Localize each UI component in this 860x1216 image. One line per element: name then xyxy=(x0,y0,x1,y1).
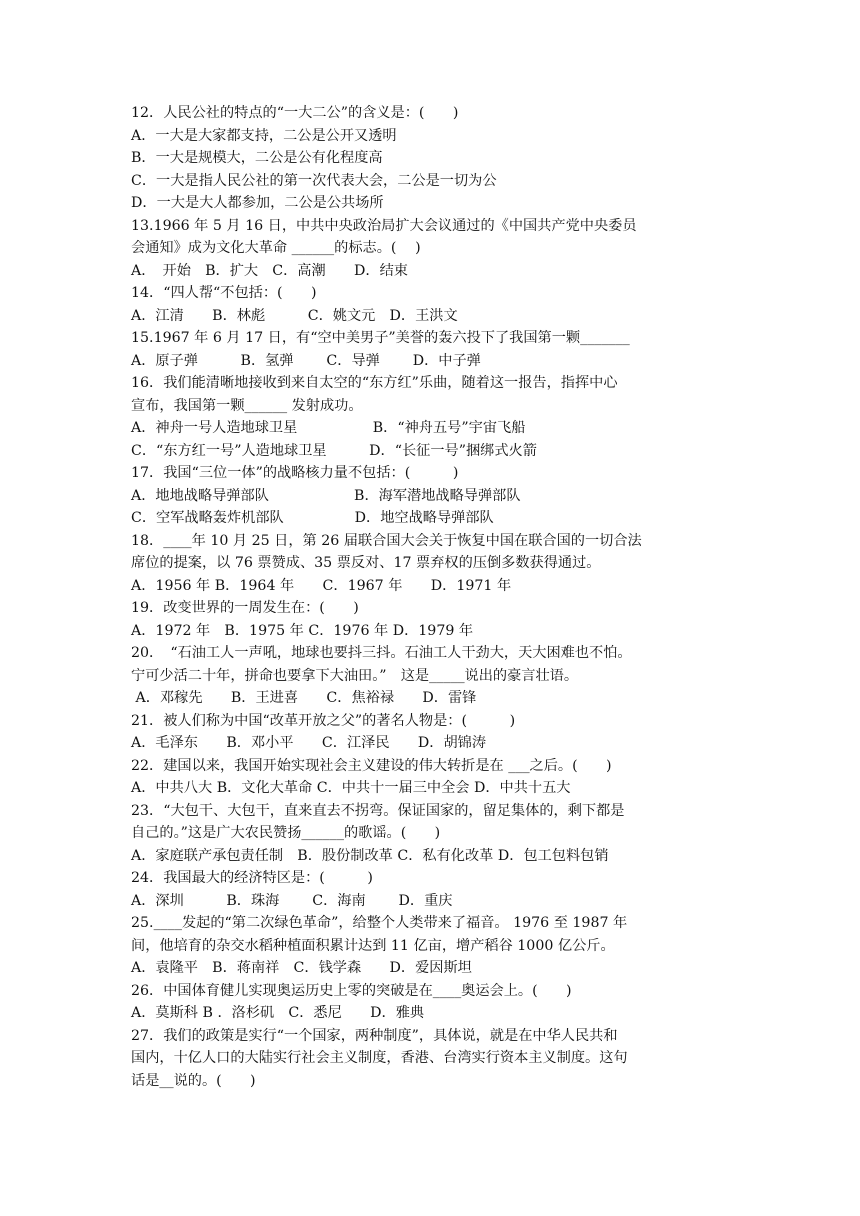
q23-options: A．家庭联产承包责任制 B．股份制改革 C．私有化改革 D．包工包料包销 xyxy=(131,847,609,864)
q23-question-line2: 自己的。”这是广大农民赞扬______的歌谣。( ) xyxy=(131,825,441,841)
q23-question-line1: 23．“大包干、大包干，直来直去不拐弯。保证国家的，留足集体的，剩下都是 xyxy=(131,802,625,819)
q25-options: A．袁隆平 B．蒋南祥 C．钱学森 D．爱因斯坦 xyxy=(131,960,472,976)
q26-question: 26．中国体育健儿实现奥运历史上零的突破是在____奥运会上。( ) xyxy=(131,982,572,999)
q13-question-line1: 13.1966 年 5 月 16 日，中共中央政治局扩大会议通过的《中国共产党中央委员 xyxy=(131,217,637,234)
q24-options: A．深圳 B．珠海 C．海南 D．重庆 xyxy=(131,892,453,909)
q20-question-line2: 宁可少活二十年，拼命也要拿下大油田。” 这是_____说出的豪言壮语。 xyxy=(131,667,579,684)
q18-options: A．1956 年 B．1964 年 C．1967 年 D．1971 年 xyxy=(131,577,512,594)
q21-question: 21．被人们称为中国“改革开放之父”的著名人物是：( ) xyxy=(131,712,516,729)
q12-option-b: B．一大是规模大，二公是公有化程度高 xyxy=(131,150,383,166)
q22-question: 22．建国以来，我国开始实现社会主义建设的伟大转折是在 ___之后。( ) xyxy=(131,757,612,774)
q25-question-line2: 间，他培育的杂交水稻种植面积累计达到 11 亿亩，增产稻谷 1000 亿公斤。 xyxy=(131,937,615,954)
q16-options-ab: A．神舟一号人造地球卫星 B．“神舟五号”宇宙飞船 xyxy=(131,420,526,436)
q18-question-line2: 席位的提案，以 76 票赞成、35 票反对、17 票弃权的压倒多数获得通过。 xyxy=(131,555,601,571)
q24-question: 24．我国最大的经济特区是：( ) xyxy=(131,870,373,886)
q15-options: A．原子弹 B．氢弹 C．导弹 D．中子弹 xyxy=(131,352,481,369)
q15-question: 15.1967 年 6 月 17 日，有“空中美男子”美誉的轰六投下了我国第一颗_______ xyxy=(131,330,630,346)
q17-options-ab: A．地地战略导弹部队 B．海军潜地战略导弹部队 xyxy=(131,487,521,504)
q19-question: 19．改变世界的一周发生在：( ) xyxy=(131,600,359,616)
q20-options: A．邓稼先 B．王进喜 C．焦裕禄 D．雷锋 xyxy=(131,690,477,706)
q21-options: A．毛泽东 B．邓小平 C．江泽民 D．胡锦涛 xyxy=(131,735,487,751)
q17-options-cd: C．空军战略轰炸机部队 D．地空战略导弹部队 xyxy=(131,510,494,526)
q12-option-a: A．一大是大家都支持，二公是公开又透明 xyxy=(131,127,397,144)
q20-question-line1: 20． “石油工人一声吼，地球也要抖三抖。石油工人干劲大，天大困难也不怕。 xyxy=(131,645,632,661)
q18-question-line1: 18．____年 10 月 25 日，第 26 届联合国大会关于恢复中国在联合国的一切合法 xyxy=(131,532,642,549)
q14-options: A．江清 B．林彪 C．姚文元 D．王洪文 xyxy=(131,307,458,324)
q16-question-line2: 宣布，我国第一颗______ 发射成功。 xyxy=(131,397,363,414)
q12-option-c: C．一大是指人民公社的第一次代表大会，二公是一切为公 xyxy=(131,172,497,189)
q26-options: A．莫斯科 B ．洛杉矶 C．悉尼 D．雅典 xyxy=(131,1005,425,1021)
q19-options: A．1972 年 B．1975 年 C．1976 年 D．1979 年 xyxy=(131,622,474,639)
q22-options: A．中共八大 B．文化大革命 C．中共十一届三中全会 D．中共十五大 xyxy=(131,780,571,796)
q27-question-line1: 27．我们的政策是实行“一个国家，两种制度”，具体说，就是在中华人民共和 xyxy=(131,1027,618,1044)
q27-question-line2: 国内，十亿人口的大陆实行社会主义制度，香港、台湾实行资本主义制度。这句 xyxy=(131,1050,628,1066)
q13-options: A． 开始 B．扩大 C．高潮 D．结束 xyxy=(131,262,408,279)
q25-question-line1: 25.____发起的“第二次绿色革命”，给整个人类带来了福音。 1976 至 1987 年 xyxy=(131,915,628,931)
q12-option-d: D．一大是大人都参加，二公是公共场所 xyxy=(131,195,384,211)
q16-options-cd: C．“东方红一号”人造地球卫星 D．“长征一号”捆绑式火箭 xyxy=(131,442,537,459)
q16-question-line1: 16．我们能清晰地接收到来自太空的“东方红”乐曲，随着这一报告，指挥中心 xyxy=(131,375,618,391)
q12-question: 12．人民公社的特点的“一大二公”的含义是：( ) xyxy=(131,105,459,121)
q17-question: 17．我国“三位一体”的战略核力量不包括：( ) xyxy=(131,465,459,481)
document-body xyxy=(131,102,736,1092)
q13-question-line2: 会通知》成为文化大革命 ______的标志。( ) xyxy=(131,240,421,256)
q27-question-line3: 话是__说的。( ) xyxy=(131,1072,256,1089)
q14-question: 14．“四人帮“不包括：( ) xyxy=(131,285,317,301)
